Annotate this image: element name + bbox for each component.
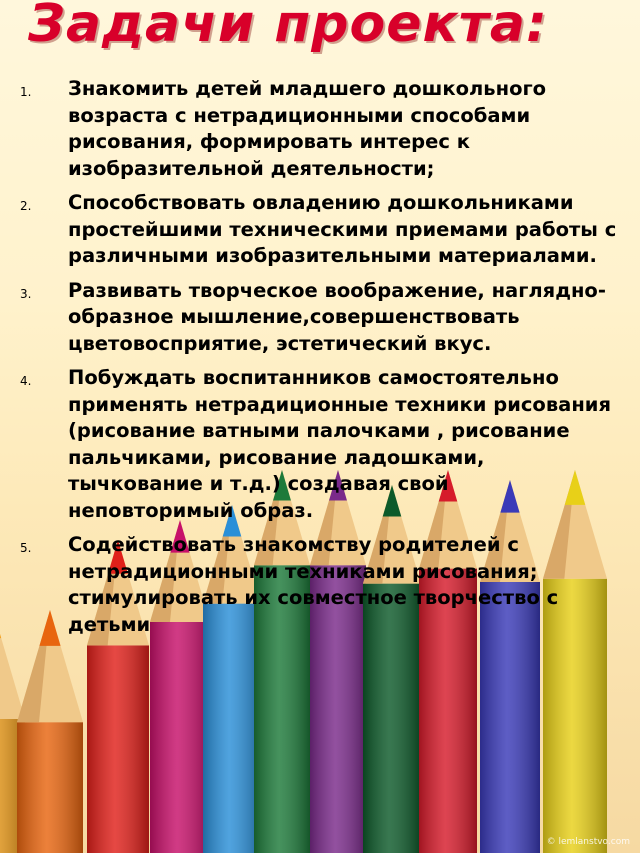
list-item-number: 1. xyxy=(20,85,32,99)
list-item-text: Знакомить детей младшего дошкольного возраста с нетрадиционными способами рисования, формировать интерес к изобразительной деятельности; xyxy=(68,77,547,180)
list-item-number: 2. xyxy=(20,199,32,213)
list-item-text: Побуждать воспитанников самостоятельно применять нетрадиционные техники рисования (рисование ватными палочками , рисование пальчиками, рисование ладошками, тычкование и т.д.) создавая свой неповторимый образ. xyxy=(68,366,611,522)
list-item xyxy=(20,365,620,524)
pencil-illustration xyxy=(17,610,83,853)
list-item xyxy=(20,190,620,270)
list-item-text: Развивать творческое воображение, наглядно-образное мышление,совершенствовать цветовосприятие, эстетический вкус. xyxy=(68,278,606,355)
list-item-text: Способствовать овладению дошкольниками простейшими техническими приемами работы с различными изобразительными материалами. xyxy=(68,191,617,267)
list-item-number: 3. xyxy=(20,286,32,301)
list-item-text: Содействовать знакомству родителей с нетрадиционными техниками рисования; стимулировать их совместное творчество с детьми xyxy=(68,533,559,636)
watermark: © lemlanstvo.com xyxy=(546,837,630,847)
task-list xyxy=(20,76,620,646)
slide-title: Задачи проекта: xyxy=(28,0,548,54)
list-item-number: 4. xyxy=(20,374,32,388)
list-item xyxy=(20,278,620,358)
list-item xyxy=(20,76,620,182)
list-item xyxy=(20,532,620,638)
list-item-number: 5. xyxy=(20,541,32,555)
